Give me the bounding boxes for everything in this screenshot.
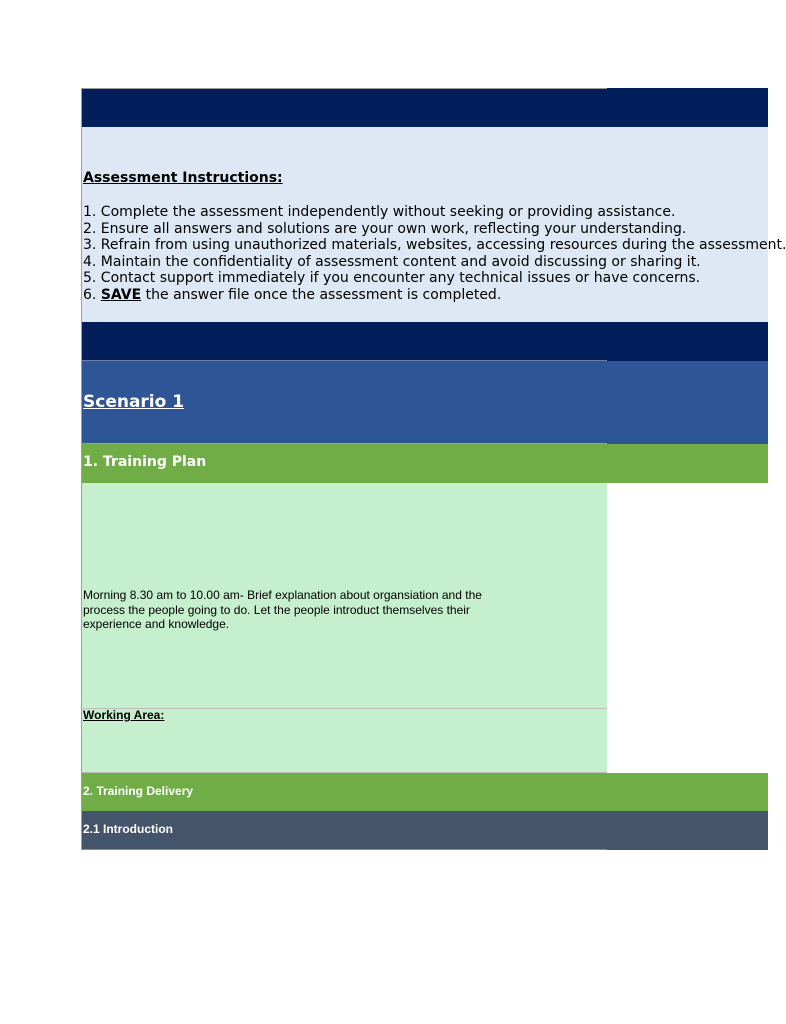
scenario-title[interactable]: Scenario 1 [83, 392, 185, 412]
save-keyword: SAVE [100, 286, 142, 303]
instruction-item: 3. Refrain from using unauthorized materials, websites, accessing resources during the assessment. [83, 237, 786, 254]
section-title-training-plan: 1. Training Plan [83, 454, 207, 470]
section-title-training-delivery: 2. Training Delivery [83, 784, 194, 798]
instructions-heading: Assessment Instructions: [83, 170, 283, 186]
instruction-prefix: 6. [83, 286, 101, 303]
working-area-label: Working Area: [83, 708, 165, 722]
instruction-item: 4. Maintain the confidentiality of assessment content and avoid discussing or sharing it. [83, 253, 701, 270]
subsection-title-introduction: 2.1 Introduction [83, 822, 173, 836]
gridline [82, 88, 607, 89]
scenario-header [82, 361, 768, 444]
instruction-item: 1. Complete the assessment independently without seeking or providing assistance. [83, 204, 676, 220]
instructions-list [83, 204, 786, 304]
header-band [82, 88, 768, 127]
instruction-item-save [83, 287, 607, 304]
divider-band [82, 322, 768, 361]
instruction-item: 2. Ensure all answers and solutions are your own work, reflecting your understanding. [83, 220, 687, 237]
subsection-header-introduction [82, 811, 768, 850]
answer-text: Morning 8.30 am to 10.00 am- Brief explanation about organsiation and the process the people going to do. Let the people introduct themselves their experience and knowledge. [83, 588, 482, 632]
instruction-suffix: the answer file once the assessment is completed. [141, 286, 502, 303]
instruction-item: 5. Contact support immediately if you encounter any technical issues or have concerns. [83, 270, 701, 287]
gridline [82, 849, 607, 850]
